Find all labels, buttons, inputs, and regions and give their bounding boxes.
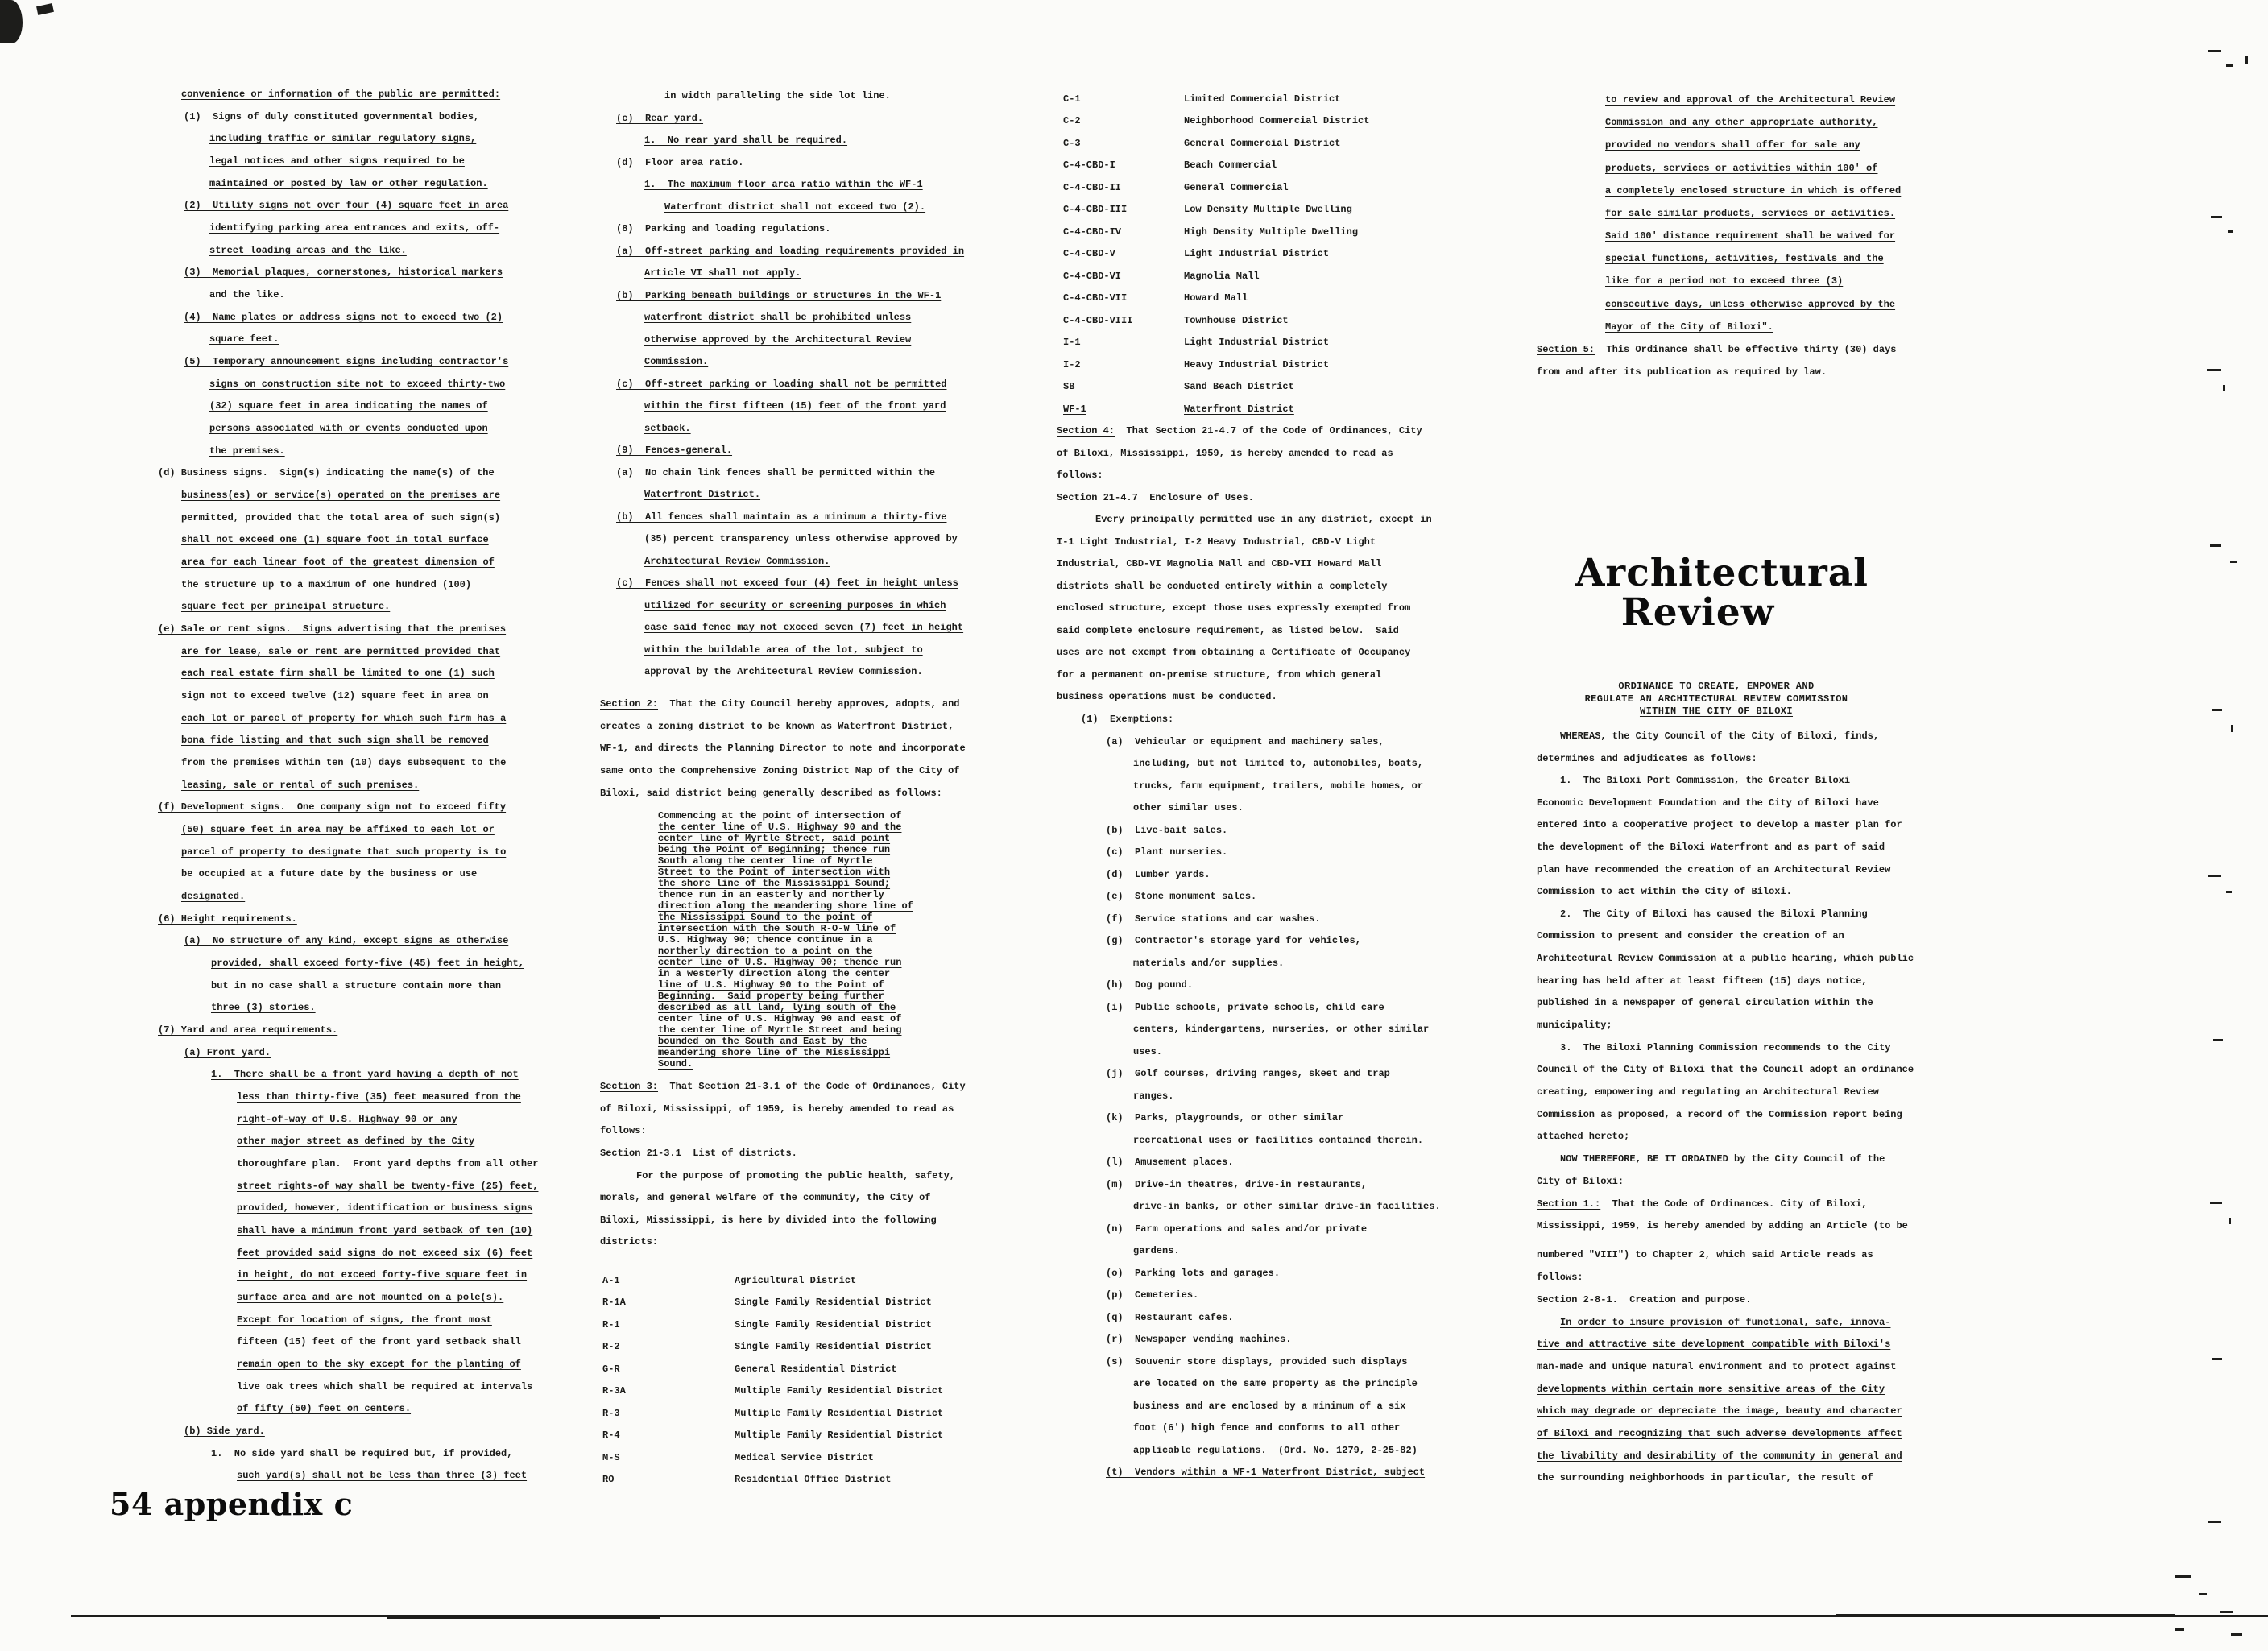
text-line: Commencing at the point of intersection of <box>658 810 902 821</box>
text-line: R-1A Single Family Residential District <box>602 1297 932 1308</box>
text-line: 1. There shall be a front yard having a depth of not <box>211 1069 519 1080</box>
scan-mark <box>2231 725 2233 732</box>
text-line: (a) Vehicular or equipment and machinery sales, <box>1106 736 1384 747</box>
text-line: Section 21-4.7 Enclosure of Uses. <box>1057 492 1254 503</box>
scan-bottom-edge <box>1836 1614 2175 1617</box>
scan-mark <box>2211 216 2222 218</box>
text-line: three (3) stories. <box>211 1002 316 1013</box>
text-line: Economic Development Foundation and the City of Biloxi have <box>1537 797 1879 809</box>
section-heading-line1: Architectural <box>1575 551 1869 595</box>
text-line: C-3 General Commercial District <box>1063 138 1341 149</box>
text-line: (1) Exemptions: <box>1081 714 1174 725</box>
text-line: Section 4: That Section 21-4.7 of the Code of Ordinances, City <box>1057 425 1422 437</box>
text-line: Street to the Point of intersection with <box>658 867 891 878</box>
text-line: SB Sand Beach District <box>1063 381 1294 392</box>
text-line: (b) All fences shall maintain as a minimum a thirty-five <box>616 511 947 523</box>
text-line: NOW THEREFORE, BE IT ORDAINED by the City Council of the <box>1560 1153 1885 1165</box>
text-line: R-3 Multiple Family Residential District <box>602 1408 944 1419</box>
text-line: in width paralleling the side lot line. <box>664 90 891 101</box>
text-line: Sound. <box>658 1058 693 1070</box>
text-line: (m) Drive-in theatres, drive-in restaurants, <box>1106 1179 1368 1190</box>
text-line: tive and attractive site development compatible with Biloxi's <box>1537 1339 1891 1350</box>
text-line: less than thirty-five (35) feet measured from the <box>237 1091 521 1103</box>
text-line: municipality; <box>1537 1020 1612 1031</box>
text-line: the premises. <box>209 445 285 457</box>
text-line: 3. The Biloxi Planning Commission recommends to the City <box>1560 1042 1891 1053</box>
text-line: South along the center line of Myrtle <box>658 855 873 867</box>
text-line: C-4-CBD-I Beach Commercial <box>1063 159 1277 171</box>
text-line: districts: <box>600 1236 659 1248</box>
text-line: (8) Parking and loading regulations. <box>616 223 831 234</box>
text-line: Except for location of signs, the front most <box>237 1314 492 1326</box>
text-line: G-R General Residential District <box>602 1363 897 1375</box>
text-line: R-2 Single Family Residential District <box>602 1341 932 1352</box>
text-line: permitted, provided that the total area of such sign(s) <box>181 512 501 523</box>
text-line: Section 2: That the City Council hereby approves, adopts, and <box>600 698 960 710</box>
scan-mark <box>2231 1633 2242 1636</box>
text-line: gardens. <box>1133 1245 1180 1256</box>
scan-mark <box>2230 561 2237 563</box>
text-line: 1. No side yard shall be required but, if provided, <box>211 1448 513 1459</box>
text-line: (d) Lumber yards. <box>1106 869 1211 880</box>
text-line: provided no vendors shall offer for sale any <box>1605 139 1860 151</box>
section-heading-line2: Review <box>1620 590 1775 635</box>
text-line: Section 1.: That the Code of Ordinances. City of Biloxi, <box>1537 1198 1868 1210</box>
text-line: developments within certain more sensitive areas of the City <box>1537 1384 1885 1395</box>
ordinance-title-line3: WITHIN THE CITY OF BILOXI <box>1639 706 1794 717</box>
text-line: C-2 Neighborhood Commercial District <box>1063 115 1370 126</box>
text-line: Section 3: That Section 21-3.1 of the Code of Ordinances, City <box>600 1081 966 1092</box>
text-line: (q) Restaurant cafes. <box>1106 1312 1234 1323</box>
text-line: Architectural Review Commission at a public hearing, which public <box>1537 953 1914 964</box>
text-line: within the first fifteen (15) feet of the front yard <box>644 400 946 412</box>
scan-mark <box>2229 1218 2231 1224</box>
text-line: direction along the meandering shore line of <box>658 900 913 912</box>
text-line: the development of the Biloxi Waterfront and as part of said <box>1537 842 1885 853</box>
text-line: parcel of property to designate that such property is to <box>181 846 507 858</box>
text-line: intersection with the South R-O-W line of <box>658 923 896 934</box>
scan-mark <box>2226 891 2232 893</box>
scan-mark <box>2212 709 2222 711</box>
scan-mark <box>36 3 54 15</box>
text-line: Article VI shall not apply. <box>644 267 801 279</box>
text-line: materials and/or supplies. <box>1133 958 1285 969</box>
text-line: M-S Medical Service District <box>602 1452 874 1463</box>
text-line: otherwise approved by the Architectural Review <box>644 334 912 346</box>
text-line: hearing has held after at least fifteen (15) days notice, <box>1537 975 1868 987</box>
scan-mark <box>2220 1611 2233 1613</box>
text-line: (a) No chain link fences shall be permitted within the <box>616 467 936 478</box>
scan-mark <box>2210 1202 2222 1204</box>
text-line: a completely enclosed structure in which is offered <box>1605 185 1902 197</box>
text-line: applicable regulations. (Ord. No. 1279, 2-25-82) <box>1133 1445 1418 1456</box>
text-line: numbered "VIII") to Chapter 2, which said Article reads as <box>1537 1249 1873 1260</box>
text-line: (o) Parking lots and garages. <box>1106 1268 1281 1279</box>
text-line: Section 2-8-1. Creation and purpose. <box>1537 1294 1752 1305</box>
text-line: I-1 Light Industrial District <box>1063 337 1330 348</box>
scan-mark <box>2213 1039 2223 1041</box>
text-line: of Biloxi, Mississippi, 1959, is hereby amended to read as <box>1057 448 1393 459</box>
text-line: shall not exceed one (1) square foot in total surface <box>181 534 489 545</box>
text-line: creating, empowering and regulating an Architectural Review <box>1537 1086 1879 1098</box>
text-line: (n) Farm operations and sales and/or private <box>1106 1223 1368 1235</box>
text-line: live oak trees which shall be required at intervals <box>237 1381 533 1392</box>
text-line: from and after its publication as required by law. <box>1537 366 1827 378</box>
scan-mark <box>2212 1358 2222 1360</box>
text-line: WF-1 Waterfront District <box>1063 403 1294 415</box>
text-line: Mayor of the City of Biloxi". <box>1605 321 1773 333</box>
text-line: (j) Golf courses, driving ranges, skeet and trap <box>1106 1068 1390 1079</box>
text-line: recreational uses or facilities contained therein. <box>1133 1135 1424 1146</box>
text-line: including, but not limited to, automobiles, boats, <box>1133 758 1424 769</box>
text-line: case said fence may not exceed seven (7) feet in height <box>644 622 964 633</box>
text-line: area for each linear foot of the greatest dimension of <box>181 557 495 568</box>
text-line: identifying parking area entrances and exits, off- <box>209 222 500 234</box>
text-line: (i) Public schools, private schools, child care <box>1106 1002 1384 1013</box>
text-line: the Mississippi Sound to the point of <box>658 912 873 923</box>
text-line: feet provided said signs do not exceed six (6) feet <box>237 1248 533 1259</box>
scan-mark <box>2207 369 2221 371</box>
scan-mark <box>2175 1575 2191 1578</box>
text-line: districts shall be conducted entirely within a completely <box>1057 581 1388 592</box>
text-line: (7) Yard and area requirements. <box>158 1024 338 1036</box>
text-line: C-4-CBD-V Light Industrial District <box>1063 248 1330 259</box>
text-line: legal notices and other signs required to be <box>209 155 465 167</box>
text-line: Section 21-3.1 List of districts. <box>600 1148 797 1159</box>
text-line: surface area and are not mounted on a pole(s). <box>237 1292 504 1303</box>
text-line: (32) square feet in area indicating the names of <box>209 400 488 412</box>
text-line: northerly direction to a point on the <box>658 945 873 957</box>
page-footer: 54 appendix c <box>110 1486 354 1522</box>
text-line: Commission to act within the City of Biloxi. <box>1537 886 1792 897</box>
text-line: business(es) or service(s) operated on the premises are <box>181 490 501 501</box>
text-line: C-1 Limited Commercial District <box>1063 93 1341 105</box>
text-line: (a) Off-street parking and loading requirements provided in <box>616 246 965 257</box>
text-line: within the buildable area of the lot, subject to <box>644 644 923 656</box>
text-line: (b) Live-bait sales. <box>1106 825 1228 836</box>
text-line: 1. No rear yard shall be required. <box>644 134 848 146</box>
text-line: (l) Amusement places. <box>1106 1157 1234 1168</box>
text-line: street rights-of way shall be twenty-five (25) feet, <box>237 1181 539 1192</box>
text-line: being the Point of Beginning; thence run <box>658 844 891 855</box>
text-line: (h) Dog pound. <box>1106 979 1194 991</box>
text-line: for a permanent on-premise structure, from which general <box>1057 669 1382 681</box>
scan-mark <box>2228 230 2233 233</box>
text-line: attached hereto; <box>1537 1131 1630 1142</box>
text-line: (c) Rear yard. <box>616 113 704 124</box>
text-line: I-2 Heavy Industrial District <box>1063 359 1330 370</box>
text-line: of Biloxi and recognizing that such adverse developments affect <box>1537 1428 1902 1439</box>
text-line: uses are not exempt from obtaining a Certificate of Occupancy <box>1057 647 1411 658</box>
text-line: (t) Vendors within a WF-1 Waterfront District, subject <box>1106 1467 1426 1478</box>
text-line: published in a newspaper of general circulation within the <box>1537 997 1873 1008</box>
text-line: which may degrade or depreciate the image, beauty and character <box>1537 1405 1902 1417</box>
text-line: C-4-CBD-VIII Townhouse District <box>1063 315 1289 326</box>
text-line: approval by the Architectural Review Commission. <box>644 666 923 677</box>
text-line: (3) Memorial plaques, cornerstones, historical markers <box>184 267 503 278</box>
scan-mark <box>2208 875 2221 877</box>
text-line: 2. The City of Biloxi has caused the Biloxi Planning <box>1560 908 1868 920</box>
text-line: designated. <box>181 891 246 902</box>
text-line: WF-1, and directs the Planning Director to note and incorporate <box>600 743 966 754</box>
text-line: (c) Plant nurseries. <box>1106 846 1228 858</box>
text-line: Waterfront district shall not exceed two (2). <box>664 201 926 213</box>
text-line: Commission to present and consider the creation of an <box>1537 930 1844 941</box>
text-line: including traffic or similar regulatory signs, <box>209 133 477 144</box>
text-line: Commission. <box>644 356 709 367</box>
text-line: center line of U.S. Highway 90; thence run <box>658 957 902 968</box>
text-line: square feet. <box>209 333 279 345</box>
text-line: Council of the City of Biloxi that the Council adopt an ordinance <box>1537 1064 1914 1075</box>
text-line: but in no case shall a structure contain more than <box>211 980 502 991</box>
text-line: Waterfront District. <box>644 489 761 500</box>
text-line: persons associated with or events conducted upon <box>209 423 488 434</box>
text-line: leasing, sale or rental of such premises. <box>181 780 420 791</box>
text-line: the shore line of the Mississippi Sound; <box>658 878 891 889</box>
text-line: (35) percent transparency unless otherwise approved by <box>644 533 958 544</box>
text-line: For the purpose of promoting the public health, safety, <box>636 1170 956 1181</box>
text-line: (k) Parks, playgrounds, or other similar <box>1106 1112 1344 1123</box>
text-line: U.S. Highway 90; thence continue in a <box>658 934 873 945</box>
text-line: described as all land, lying south of the <box>658 1002 896 1013</box>
text-line: provided, however, identification or business signs <box>237 1202 533 1214</box>
text-line: (g) Contractor's storage yard for vehicles, <box>1106 935 1361 946</box>
text-line: (e) Sale or rent signs. Signs advertising that the premises <box>158 623 507 635</box>
text-line: morals, and general welfare of the community, the City of <box>600 1192 931 1203</box>
text-line: right-of-way of U.S. Highway 90 or any <box>237 1114 457 1125</box>
text-line: (9) Fences-general. <box>616 445 733 456</box>
text-line: signs on construction site not to exceed thirty-two <box>209 379 506 390</box>
scan-mark <box>2175 1628 2184 1631</box>
ordinance-title-line1: ORDINANCE TO CREATE, EMPOWER AND <box>1618 681 1815 692</box>
text-line: follows: <box>1537 1272 1583 1283</box>
text-line: are located on the same property as the principle <box>1133 1378 1418 1389</box>
scan-mark <box>2208 50 2221 52</box>
scan-mark <box>2208 1521 2221 1523</box>
text-line: Beginning. Said property being further <box>658 991 884 1002</box>
text-line: (5) Temporary announcement signs including contractor's <box>184 356 509 367</box>
text-line: said complete enclosure requirement, as listed below. Said <box>1057 625 1399 636</box>
text-line: entered into a cooperative project to develop a master plan for <box>1537 819 1902 830</box>
text-line: (50) square feet in area may be affixed to each lot or <box>181 824 495 835</box>
text-line: follows: <box>1057 470 1103 481</box>
text-line: C-4-CBD-VI Magnolia Mall <box>1063 271 1260 282</box>
text-line: Section 5: This Ordinance shall be effective thirty (30) days <box>1537 344 1897 355</box>
scan-mark <box>2210 544 2221 547</box>
text-line: shall have a minimum front yard setback of ten (10) <box>237 1225 533 1236</box>
scan-bottom-edge <box>387 1616 660 1619</box>
text-line: (b) Side yard. <box>184 1425 265 1437</box>
text-line: C-4-CBD-III Low Density Multiple Dwelling <box>1063 204 1352 215</box>
text-line: Industrial, CBD-VI Magnolia Mall and CBD-VII Howard Mall <box>1057 558 1382 569</box>
text-line: business operations must be conducted. <box>1057 691 1277 702</box>
text-line: be occupied at a future date by the business or use <box>181 868 478 879</box>
text-line: center line of Myrtle Street, said point <box>658 833 891 844</box>
text-line: centers, kindergartens, nurseries, or other similar <box>1133 1024 1430 1035</box>
text-line: (r) Newspaper vending machines. <box>1106 1334 1292 1345</box>
text-line: convenience or information of the public are permitted: <box>181 89 501 100</box>
text-line: Commission and any other appropriate authority, <box>1605 117 1878 128</box>
text-line: (e) Stone monument sales. <box>1106 891 1257 902</box>
text-line: ranges. <box>1133 1090 1174 1102</box>
ordinance-title-line2: REGULATE AN ARCHITECTURAL REVIEW COMMISSION <box>1584 693 1848 705</box>
text-line: R-1 Single Family Residential District <box>602 1319 932 1330</box>
text-line: determines and adjudicates as follows: <box>1537 753 1757 764</box>
text-line: (d) Floor area ratio. <box>616 157 744 168</box>
text-line: meandering shore line of the Mississippi <box>658 1047 891 1058</box>
text-line: creates a zoning district to be known as Waterfront District, <box>600 721 954 732</box>
scan-mark <box>2199 1593 2207 1595</box>
text-line: C-4-CBD-IV High Density Multiple Dwelling <box>1063 226 1359 238</box>
text-line: Biloxi, Mississippi, is here by divided into the following <box>600 1214 937 1226</box>
scan-mark <box>2245 56 2248 64</box>
text-line: (f) Service stations and car washes. <box>1106 913 1321 925</box>
text-line: C-4-CBD-II General Commercial <box>1063 182 1289 193</box>
text-line: bounded on the South and East by the <box>658 1036 867 1047</box>
text-line: (1) Signs of duly constituted governmental bodies, <box>184 111 480 122</box>
text-line: in a westerly direction along the center <box>658 968 891 979</box>
text-line: (2) Utility signs not over four (4) square feet in area <box>184 200 509 211</box>
text-line: 1. The Biloxi Port Commission, the Greater Biloxi <box>1560 775 1851 786</box>
text-line: A-1 Agricultural District <box>602 1275 857 1286</box>
text-line: (c) Off-street parking or loading shall not be permitted <box>616 379 947 390</box>
text-line: C-4-CBD-VII Howard Mall <box>1063 292 1248 304</box>
text-line: 1. The maximum floor area ratio within the WF-1 <box>644 179 923 190</box>
text-line: foot (6') high fence and conforms to all other <box>1133 1422 1401 1434</box>
text-line: provided, shall exceed forty-five (45) feet in height, <box>211 958 524 969</box>
text-line: (s) Souvenir store displays, provided such displays <box>1106 1356 1408 1368</box>
text-line: waterfront district shall be prohibited unless <box>644 312 912 323</box>
text-line: the center line of U.S. Highway 90 and the <box>658 821 902 833</box>
text-line: thoroughfare plan. Front yard depths from all other <box>237 1158 539 1169</box>
text-line: (f) Development signs. One company sign not to exceed fifty <box>158 801 507 813</box>
text-line: follows: <box>600 1125 647 1136</box>
text-line: each lot or parcel of property for which such firm has a <box>181 713 507 724</box>
scan-mark <box>2223 385 2225 391</box>
text-line: sign not to exceed twelve (12) square feet in area on <box>181 690 489 701</box>
text-line: thence run in an easterly and northerly <box>658 889 884 900</box>
text-line: I-1 Light Industrial, I-2 Heavy Industrial, CBD-V Light <box>1057 536 1376 548</box>
text-line: Biloxi, said district being generally described as follows: <box>600 788 942 799</box>
text-line: WHEREAS, the City Council of the City of Biloxi, finds, <box>1560 730 1880 742</box>
text-line: of fifty (50) feet on centers. <box>237 1403 412 1414</box>
text-line: Architectural Review Commission. <box>644 556 830 567</box>
text-line: R-3A Multiple Family Residential District <box>602 1385 944 1397</box>
text-line: (a) No structure of any kind, except signs as otherwise <box>184 935 509 946</box>
text-line: consecutive days, unless otherwise approved by the <box>1605 299 1896 310</box>
text-line: Said 100' distance requirement shall be waived for <box>1605 230 1896 242</box>
text-line: Mississippi, 1959, is hereby amended by adding an Article (to be <box>1537 1220 1908 1231</box>
text-line: the surrounding neighborhoods in particular, the result of <box>1537 1472 1873 1483</box>
text-line: the center line of Myrtle Street and being <box>658 1024 902 1036</box>
text-line: R-4 Multiple Family Residential District <box>602 1430 944 1441</box>
text-line: (b) Parking beneath buildings or structures in the WF-1 <box>616 290 942 301</box>
text-line: drive-in banks, or other similar drive-in facilities. <box>1133 1201 1441 1212</box>
text-line: of Biloxi, Mississippi, of 1959, is hereby amended to read as <box>600 1103 954 1115</box>
text-line: enclosed structure, except those uses expressly exempted from <box>1057 602 1411 614</box>
text-line: (6) Height requirements. <box>158 913 297 925</box>
text-line: products, services or activities within 100' of <box>1605 163 1878 174</box>
text-line: the structure up to a maximum of one hundred (100) <box>181 579 472 590</box>
text-line: utilized for security or screening purposes in which <box>644 600 946 611</box>
text-line: to review and approval of the Architectural Review <box>1605 94 1896 106</box>
text-line: center line of U.S. Highway 90 and east of <box>658 1013 902 1024</box>
text-line: Every principally permitted use in any district, except in <box>1095 514 1432 525</box>
scan-mark <box>2226 64 2233 67</box>
text-line: trucks, farm equipment, trailers, mobile homes, or <box>1133 780 1424 792</box>
text-line: the livability and desirability of the community in general and <box>1537 1450 1902 1462</box>
text-line: (d) Business signs. Sign(s) indicating the name(s) of the <box>158 467 495 478</box>
text-line: (a) Front yard. <box>184 1047 271 1058</box>
text-line: line of U.S. Highway 90 to the Point of <box>658 979 884 991</box>
text-line: remain open to the sky except for the planting of <box>237 1359 521 1370</box>
text-line: maintained or posted by law or other regulation. <box>209 178 488 189</box>
text-line: like for a period not to exceed three (3) <box>1605 275 1844 287</box>
text-line: man-made and unique natural environment and to protect against <box>1537 1361 1897 1372</box>
text-line: and the like. <box>209 289 285 300</box>
text-line: street loading areas and the like. <box>209 245 407 256</box>
text-line: from the premises within ten (10) days subsequent to the <box>181 757 507 768</box>
text-line: (c) Fences shall not exceed four (4) feet in height unless <box>616 577 958 589</box>
text-line: fifteen (15) feet of the front yard setback shall <box>237 1336 521 1347</box>
scan-corner-blob <box>0 0 23 43</box>
text-line: other similar uses. <box>1133 802 1244 813</box>
text-line: are for lease, sale or rent are permitted provided that <box>181 646 501 657</box>
text-line: setback. <box>644 423 691 434</box>
text-line: special functions, activities, festivals and the <box>1605 253 1884 264</box>
text-line: same onto the Comprehensive Zoning District Map of the City of <box>600 765 960 776</box>
text-line: square feet per principal structure. <box>181 601 391 612</box>
text-line: uses. <box>1133 1046 1163 1057</box>
text-line: for sale similar products, services or activities. <box>1605 208 1896 219</box>
text-line: City of Biloxi: <box>1537 1176 1624 1187</box>
text-line: such yard(s) shall not be less than three (3) feet <box>237 1470 528 1481</box>
text-line: each real estate firm shall be limited to one (1) such <box>181 668 495 679</box>
text-line: (p) Cemeteries. <box>1106 1289 1199 1301</box>
text-line: RO Residential Office District <box>602 1474 892 1485</box>
text-line: plan have recommended the creation of an Architectural Review <box>1537 864 1891 875</box>
text-line: other major street as defined by the City <box>237 1136 475 1147</box>
text-line: business and are enclosed by a minimum of a six <box>1133 1401 1406 1412</box>
text-line: In order to insure provision of functional, safe, innova- <box>1560 1317 1891 1328</box>
text-line: in height, do not exceed forty-five square feet in <box>237 1269 528 1281</box>
text-line: (4) Name plates or address signs not to exceed two (2) <box>184 312 503 323</box>
text-line: Commission as proposed, a record of the Commission report being <box>1537 1109 1902 1120</box>
text-line: bona fide listing and that such sign shall be removed <box>181 734 489 746</box>
